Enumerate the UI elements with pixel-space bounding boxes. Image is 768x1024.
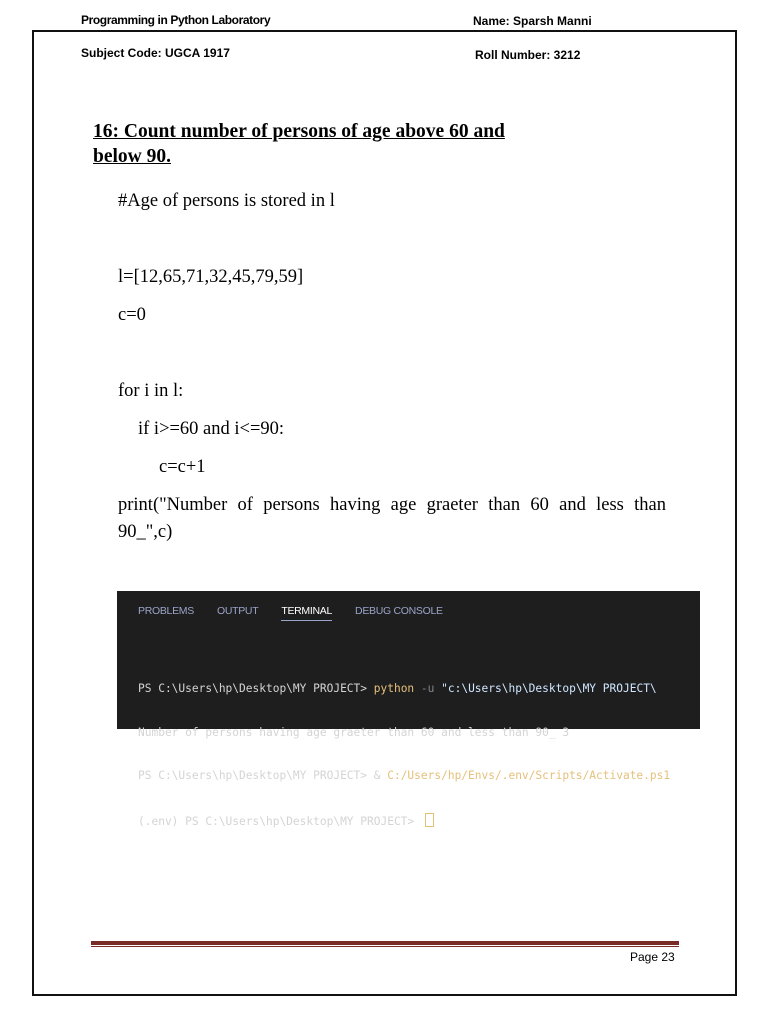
student-name: Name: Sparsh Manni	[473, 14, 592, 28]
terminal-flag: -u	[414, 682, 442, 695]
tab-problems: PROBLEMS	[138, 605, 194, 617]
terminal-activate-path: C:/Users/hp/Envs/.env/Scripts/Activate.ps1	[387, 769, 671, 782]
terminal-line-2: Number of persons having age graeter than 60 and less than 90_ 3	[138, 725, 570, 739]
terminal-command: python	[373, 682, 415, 695]
roll-number: Roll Number: 3212	[475, 48, 581, 62]
terminal-argument: "c:\Users\hp\Desktop\MY PROJECT\	[441, 682, 657, 695]
terminal-line-4	[138, 813, 670, 830]
terminal-line-1	[138, 682, 670, 697]
tab-terminal: TERMINAL	[281, 605, 332, 621]
page-number: Page 23	[630, 950, 675, 964]
question-title: 16: Count number of persons of age above 60 and below 90.	[93, 121, 505, 167]
terminal-output	[138, 653, 670, 858]
code-list: l=[12,65,71,32,45,79,59]	[118, 267, 304, 287]
terminal-prompt: PS C:\Users\hp\Desktop\MY PROJECT> &	[138, 769, 388, 782]
subject-code: Subject Code: UGCA 1917	[81, 46, 230, 60]
code-comment: #Age of persons is stored in l	[118, 191, 335, 211]
footer-rule	[91, 941, 679, 945]
code-init: c=0	[118, 305, 146, 325]
terminal-screenshot	[117, 591, 700, 828]
code-increment: c=c+1	[159, 457, 206, 477]
terminal-tabs	[138, 605, 443, 621]
terminal-prompt: PS C:\Users\hp\Desktop\MY PROJECT>	[138, 682, 374, 695]
footer-rule-thin	[91, 946, 679, 947]
tab-debug-console: DEBUG CONSOLE	[355, 605, 443, 617]
terminal-prompt: (.env) PS C:\Users\hp\Desktop\MY PROJECT>	[138, 814, 421, 828]
terminal-line-3	[138, 769, 670, 784]
lab-title: Programming in Python Laboratory	[81, 13, 271, 27]
code-print-statement: print("Number of persons having age graeter than 60 and less than 90_",c)	[118, 495, 666, 542]
code-for-loop: for i in l:	[118, 381, 184, 401]
terminal-cursor	[425, 813, 434, 827]
tab-output: OUTPUT	[216, 605, 259, 617]
code-if-statement: if i>=60 and i<=90:	[138, 419, 285, 439]
